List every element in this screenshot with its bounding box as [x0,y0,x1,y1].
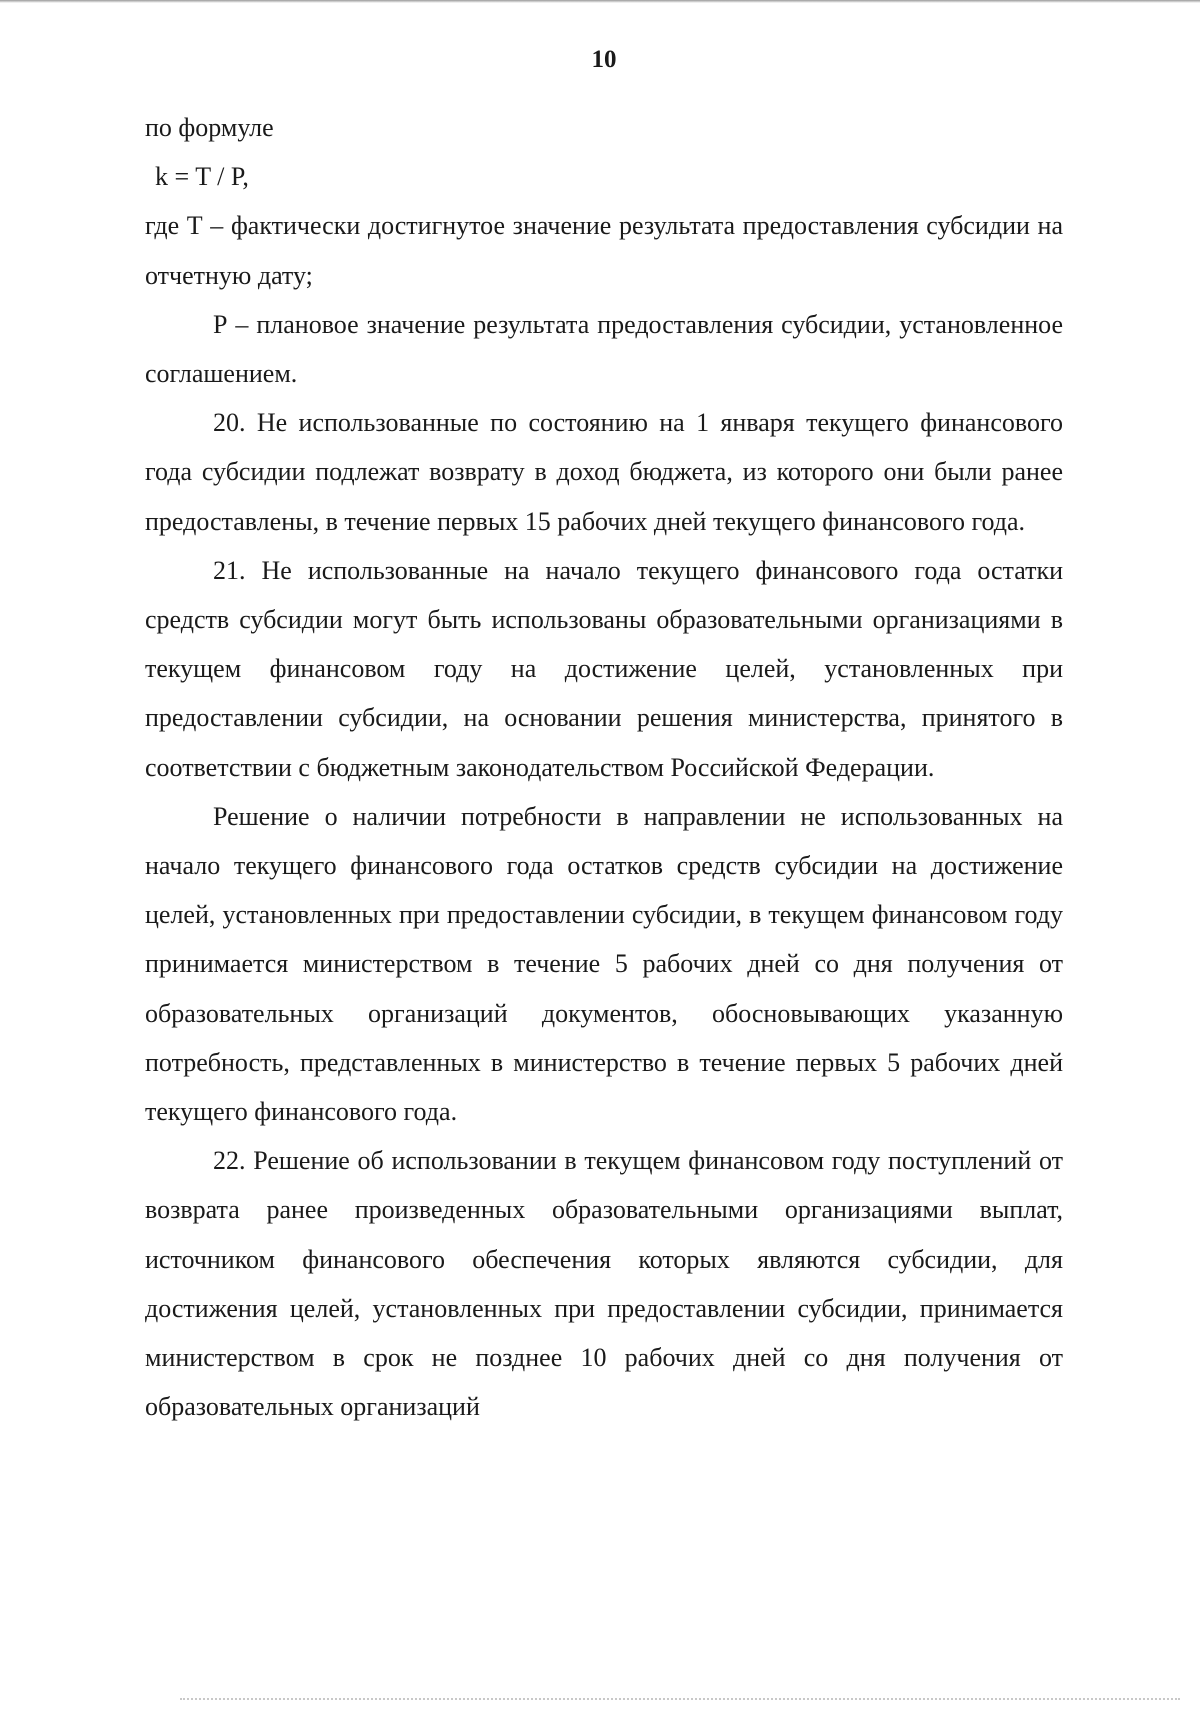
paragraph-where-p: Р – плановое значение результата предоставления субсидии, установленное соглашением. [145,309,1063,389]
scan-edge-bottom [180,1698,1180,1702]
document-body [145,103,1063,1431]
paragraph-decision: Решение о наличии потребности в направлении не использованных на начало текущего финансового года остатков средств субсидии на достижение целей, установленных при предоставлении субсидии, в текущем финансовом году принимается министерством в течение 5 рабочих дней со дня получения от образовательных организаций документов, обосновывающих указанную потребность, представленных в министерство в течение первых 5 рабочих дней текущего финансового года. [145,801,1063,1127]
page-number: 10 [591,46,617,73]
paragraph-item-20: 20. Не использованные по состоянию на 1 января текущего финансового года субсидии подлежат возврату в доход бюджета, из которого они были ранее предоставлены, в течение первых 15 рабочих дней текущего финансового года. [145,408,1063,536]
scan-edge-top [0,0,1200,3]
paragraph-item-22: 22. Решение об использовании в текущем финансовом году поступлений от возврата ранее произведенных образовательными организациями выплат, источником финансового обеспечения которых являются субсидии, для достижения целей, установленных при предоставлении субсидии, принимается министерством в срок не позднее 10 рабочих дней со дня получения от образовательных организаций [145,1146,1063,1422]
formula: k = T / P, [155,162,249,192]
paragraph-item-21: 21. Не использованные на начало текущего финансового года остатки средств субсидии могут быть использованы образовательными организациями в текущем финансовом году на достижение целей, установленных при предоставлении субсидии, на основании решения министерства, принятого в соответствии с бюджетным законодательством Российской Федерации. [145,555,1063,782]
paragraph-intro: по формуле [145,113,274,142]
paragraph-where-t: где Т – фактически достигнутое значение результата предоставления субсидии на отчетную дату; [145,211,1063,290]
